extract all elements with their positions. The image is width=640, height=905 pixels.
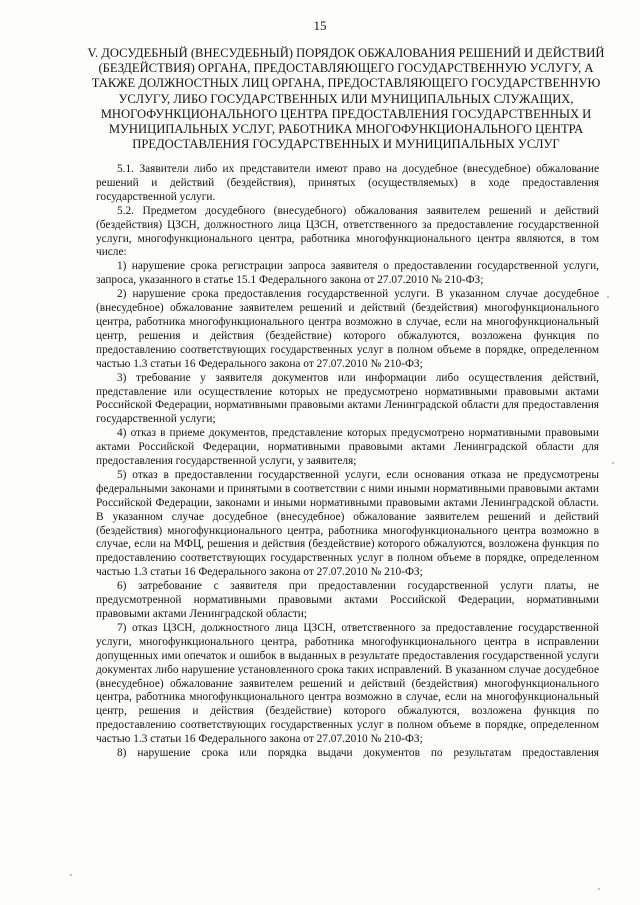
list-item-6: 6) затребование с заявителя при предоставлении государственной услуги платы, не предусмотренной нормативными правовыми актами Российской Федерации, нормативными правовыми актами Ленинградской области; <box>96 580 599 620</box>
scan-speck <box>612 462 614 464</box>
scan-speck <box>70 874 72 876</box>
page-number: 15 <box>313 18 327 33</box>
paragraph-5-2: 5.2. Предметом досудебного (внесудебного) обжалования заявителем решений и действий (бездействия) ЦЗСН, должностного лица ЦЗСН, ответственного за предоставление государственной услуги, многофункционального центра, работника многофункционального центра являются, в том числе: <box>96 204 599 259</box>
scan-speck <box>598 888 600 890</box>
list-item-5: 5) отказ в предоставлении государственной услуги, если основания отказа не предусмотрены федеральными законами и принятыми в соответствии с ними иными нормативными правовыми актами Российской Федерации, законами и иными нормативными правовыми актами Ленинградской области. В указанном случае досудебное (внесудебное) обжалование заявителем решений и действий (бездействия) многофункционального центра, работника многофункционального центра возможно в случае, если на МФЦ, решения и действия (бездействие) которого обжалуются, возложена функция по предоставлению соответствующих государственных услуг в полном объеме в порядке, определенном частью 1.3 статьи 16 Федерального закона от 27.07.2010 № 210-ФЗ; <box>96 468 599 579</box>
document-body <box>96 163 599 761</box>
paragraph-5-1: 5.1. Заявители либо их представители имеют право на досудебное (внесудебное) обжалование решений и действий (бездействия), принятых (осуществляемых) в ходе предоставления государственной услуги. <box>96 163 599 203</box>
list-item-1: 1) нарушение срока регистрации запроса заявителя о предоставлении государственной услуги, запроса, указанного в статье 15.1 Федерального закона от 27.07.2010 № 210-ФЗ; <box>96 260 599 287</box>
list-item-7: 7) отказ ЦЗСН, должностного лица ЦЗСН, ответственного за предоставление государственной услуги, многофункционального центра, работника многофункционального центра в исправлении допущенных ими опечаток и ошибок в выданных в результате предоставления государственной услуги документах либо нарушение установленного срока таких исправлений. В указанном случае досудебное (внесудебное) обжалование заявителем решений и действий (бездействия) многофункционального центра, работника многофункционального центра возможно в случае, если на многофункциональный центр, решения и действия (бездействие) которого обжалуются, возложена функция по предоставлению соответствующих государственных услуг в полном объеме в порядке, определенном частью 1.3 статьи 16 Федерального закона от 27.07.2010 № 210-ФЗ; <box>96 621 599 746</box>
scan-speck <box>607 296 609 298</box>
list-item-8: 8) нарушение срока или порядка выдачи документов по результатам предоставления <box>117 747 599 760</box>
section-title: V. ДОСУДЕБНЫЙ (ВНЕСУДЕБНЫЙ) ПОРЯДОК ОБЖАЛОВАНИЯ РЕШЕНИЙ И ДЕЙСТВИЙ (БЕЗДЕЙСТВИЯ) ОРГАНА, ПРЕДОСТАВЛЯЮЩЕГО ГОСУДАРСТВЕННУЮ УСЛУГУ, А ТАКЖЕ ДОЛЖНОСТНЫХ ЛИЦ ОРГАНА, ПРЕДОСТАВЛЯЮЩЕГО ГОСУДАРСТВЕННУЮ УСЛУГУ, ЛИБО ГОСУДАРСТВЕННЫХ ИЛИ МУНИЦИПАЛЬНЫХ СЛУЖАЩИХ, МНОГОФУНКЦИОНАЛЬНОГО ЦЕНТРА ПРЕДОСТАВЛЕНИЯ ГОСУДАРСТВЕННЫХ И МУНИЦИПАЛЬНЫХ УСЛУГ, РАБОТНИКА МНОГОФУНКЦИОНАЛЬНОГО ЦЕНТРА ПРЕДОСТАВЛЕНИЯ ГОСУДАРСТВЕННЫХ И МУНИЦИПАЛЬНЫХ УСЛУГ <box>87 46 605 152</box>
list-item-4: 4) отказ в приеме документов, представление которых предусмотрено нормативными правовыми актами Российской Федерации, нормативными правовыми актами Ленинградской области для предоставления государственной услуги, у заявителя; <box>96 427 599 468</box>
list-item-2: 2) нарушение срока предоставления государственной услуги. В указанном случае досудебное (внесудебное) обжалование заявителем решений и действий (бездействия) многофункционального центра, работника многофункционального центра возможно в случае, если на многофункциональный центр, решения и действия (бездействие) которого обжалуются, возложена функция по предоставлению соответствующих государственных услуг в полном объеме в порядке, определенном частью 1.3 статьи 16 Федерального закона от 27.07.2010 № 210-ФЗ; <box>96 288 599 370</box>
list-item-3: 3) требование у заявителя документов или информации либо осуществления действий, представление или осуществление которых не предусмотрено нормативными правовыми актами Российской Федерации, нормативными правовыми актами Ленинградской области для предоставления государственной услуги; <box>96 371 599 426</box>
